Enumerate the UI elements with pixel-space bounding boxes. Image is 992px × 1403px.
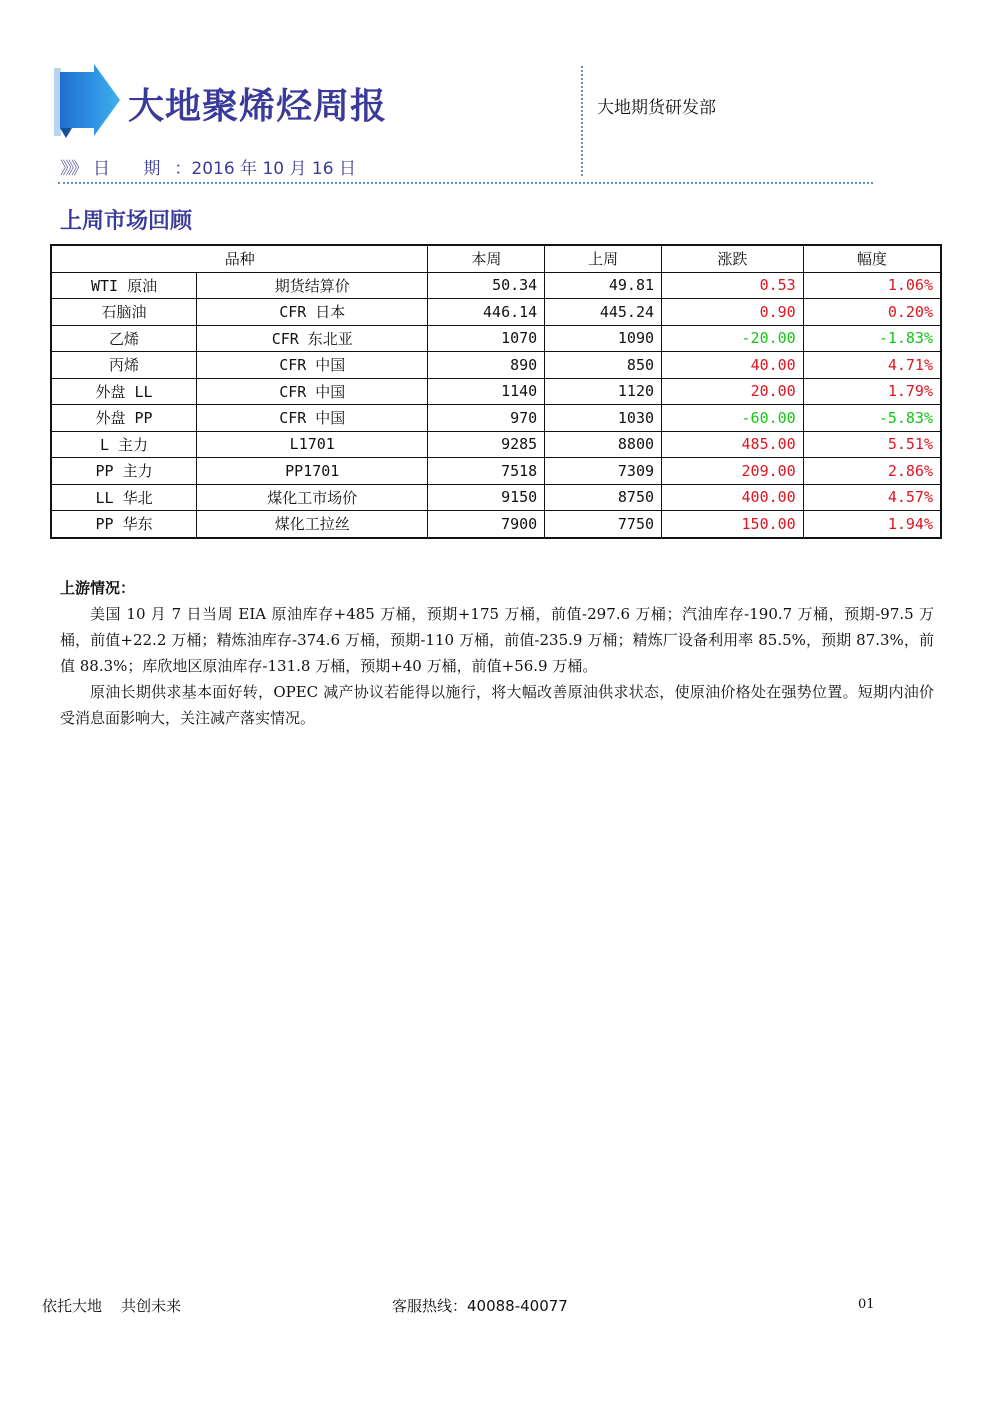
col-header-last-week: 上周	[545, 245, 662, 272]
table-row	[51, 458, 941, 485]
chevron-icon: 》》》	[60, 159, 85, 179]
cell-last-week: 7309	[545, 458, 662, 485]
cell-last-week: 1030	[545, 405, 662, 432]
cell-name: 石脑油	[51, 299, 197, 326]
col-header-pct: 幅度	[803, 245, 941, 272]
cell-pct: 1.79%	[803, 378, 941, 405]
footer-slogan: 依托大地 共创未来	[42, 1297, 182, 1315]
cell-change: 485.00	[662, 431, 804, 458]
table-row	[51, 431, 941, 458]
table-row	[51, 378, 941, 405]
cell-name: L 主力	[51, 431, 197, 458]
table-row	[51, 405, 941, 432]
cell-last-week: 850	[545, 352, 662, 379]
cell-type: CFR 东北亚	[197, 325, 428, 352]
report-title: 大地聚烯烃周报	[128, 86, 388, 127]
header-divider	[581, 66, 583, 176]
cell-type: 煤化工市场价	[197, 484, 428, 511]
cell-name: WTI 原油	[51, 272, 197, 299]
cell-this-week: 50.34	[428, 272, 545, 299]
upstream-heading: 上游情况：	[60, 579, 136, 597]
department-name: 大地期货研发部	[597, 98, 716, 118]
logo-arrow-icon	[52, 62, 122, 142]
col-header-this-week: 本周	[428, 245, 545, 272]
cell-name: PP 主力	[51, 458, 197, 485]
cell-name: 外盘 LL	[51, 378, 197, 405]
cell-this-week: 890	[428, 352, 545, 379]
cell-pct: -1.83%	[803, 325, 941, 352]
cell-this-week: 9150	[428, 484, 545, 511]
cell-type: CFR 中国	[197, 405, 428, 432]
cell-last-week: 1090	[545, 325, 662, 352]
cell-pct: 4.71%	[803, 352, 941, 379]
cell-last-week: 1120	[545, 378, 662, 405]
cell-type: 期货结算价	[197, 272, 428, 299]
cell-last-week: 49.81	[545, 272, 662, 299]
page-number: 01	[858, 1297, 875, 1312]
cell-this-week: 1140	[428, 378, 545, 405]
cell-type: PP1701	[197, 458, 428, 485]
table-row	[51, 299, 941, 326]
table-row	[51, 352, 941, 379]
cell-pct: 1.06%	[803, 272, 941, 299]
cell-name: LL 华北	[51, 484, 197, 511]
cell-pct: 2.86%	[803, 458, 941, 485]
date-label: 日 期	[93, 159, 175, 179]
table-header-row	[51, 245, 941, 272]
cell-change: 20.00	[662, 378, 804, 405]
cell-this-week: 7518	[428, 458, 545, 485]
cell-last-week: 7750	[545, 511, 662, 538]
cell-this-week: 9285	[428, 431, 545, 458]
cell-last-week: 445.24	[545, 299, 662, 326]
table-row	[51, 484, 941, 511]
header-rule	[58, 182, 873, 184]
cell-pct: 5.51%	[803, 431, 941, 458]
date-value: ：2016 年 10 月 16 日	[174, 159, 356, 179]
cell-pct: 4.57%	[803, 484, 941, 511]
cell-last-week: 8800	[545, 431, 662, 458]
table-row	[51, 511, 941, 538]
cell-pct: 1.94%	[803, 511, 941, 538]
col-header-variety: 品种	[51, 245, 428, 272]
cell-change: -20.00	[662, 325, 804, 352]
cell-name: 外盘 PP	[51, 405, 197, 432]
cell-pct: 0.20%	[803, 299, 941, 326]
cell-type: 煤化工拉丝	[197, 511, 428, 538]
market-table	[50, 244, 942, 539]
table-row	[51, 272, 941, 299]
upstream-section	[60, 575, 934, 731]
cell-type: L1701	[197, 431, 428, 458]
cell-type: CFR 中国	[197, 378, 428, 405]
cell-change: 0.90	[662, 299, 804, 326]
cell-this-week: 1070	[428, 325, 545, 352]
cell-last-week: 8750	[545, 484, 662, 511]
cell-this-week: 446.14	[428, 299, 545, 326]
cell-pct: -5.83%	[803, 405, 941, 432]
cell-change: 0.53	[662, 272, 804, 299]
report-date	[60, 154, 356, 179]
upstream-paragraph: 原油长期供求基本面好转，OPEC 减产协议若能得以施行，将大幅改善原油供求状态，使原油价格处在强势位置。短期内油价受消息面影响大，关注减产落实情况。	[60, 683, 934, 727]
table-row	[51, 325, 941, 352]
cell-change: 209.00	[662, 458, 804, 485]
cell-type: CFR 日本	[197, 299, 428, 326]
cell-change: -60.00	[662, 405, 804, 432]
cell-name: PP 华东	[51, 511, 197, 538]
col-header-change: 涨跌	[662, 245, 804, 272]
cell-change: 400.00	[662, 484, 804, 511]
footer-hotline: 客服热线：40088-40077	[392, 1297, 568, 1315]
cell-this-week: 970	[428, 405, 545, 432]
cell-change: 150.00	[662, 511, 804, 538]
cell-name: 丙烯	[51, 352, 197, 379]
cell-type: CFR 中国	[197, 352, 428, 379]
cell-this-week: 7900	[428, 511, 545, 538]
section-title: 上周市场回顾	[60, 209, 193, 234]
cell-name: 乙烯	[51, 325, 197, 352]
cell-change: 40.00	[662, 352, 804, 379]
upstream-paragraph: 美国 10 月 7 日当周 EIA 原油库存+485 万桶，预期+175 万桶，前值-297.6 万桶；汽油库存-190.7 万桶，预期-97.5 万桶，前值+22.2 万桶；精炼油库存-374.6 万桶，预期-110 万桶，前值-235.9 万桶；精炼厂设备利用率 85.5%，预期 87.3%，前值 88.3%；库欣地区原油库存-131.8 万桶，预期+40 万桶，前值+56.9 万桶。	[60, 605, 934, 675]
